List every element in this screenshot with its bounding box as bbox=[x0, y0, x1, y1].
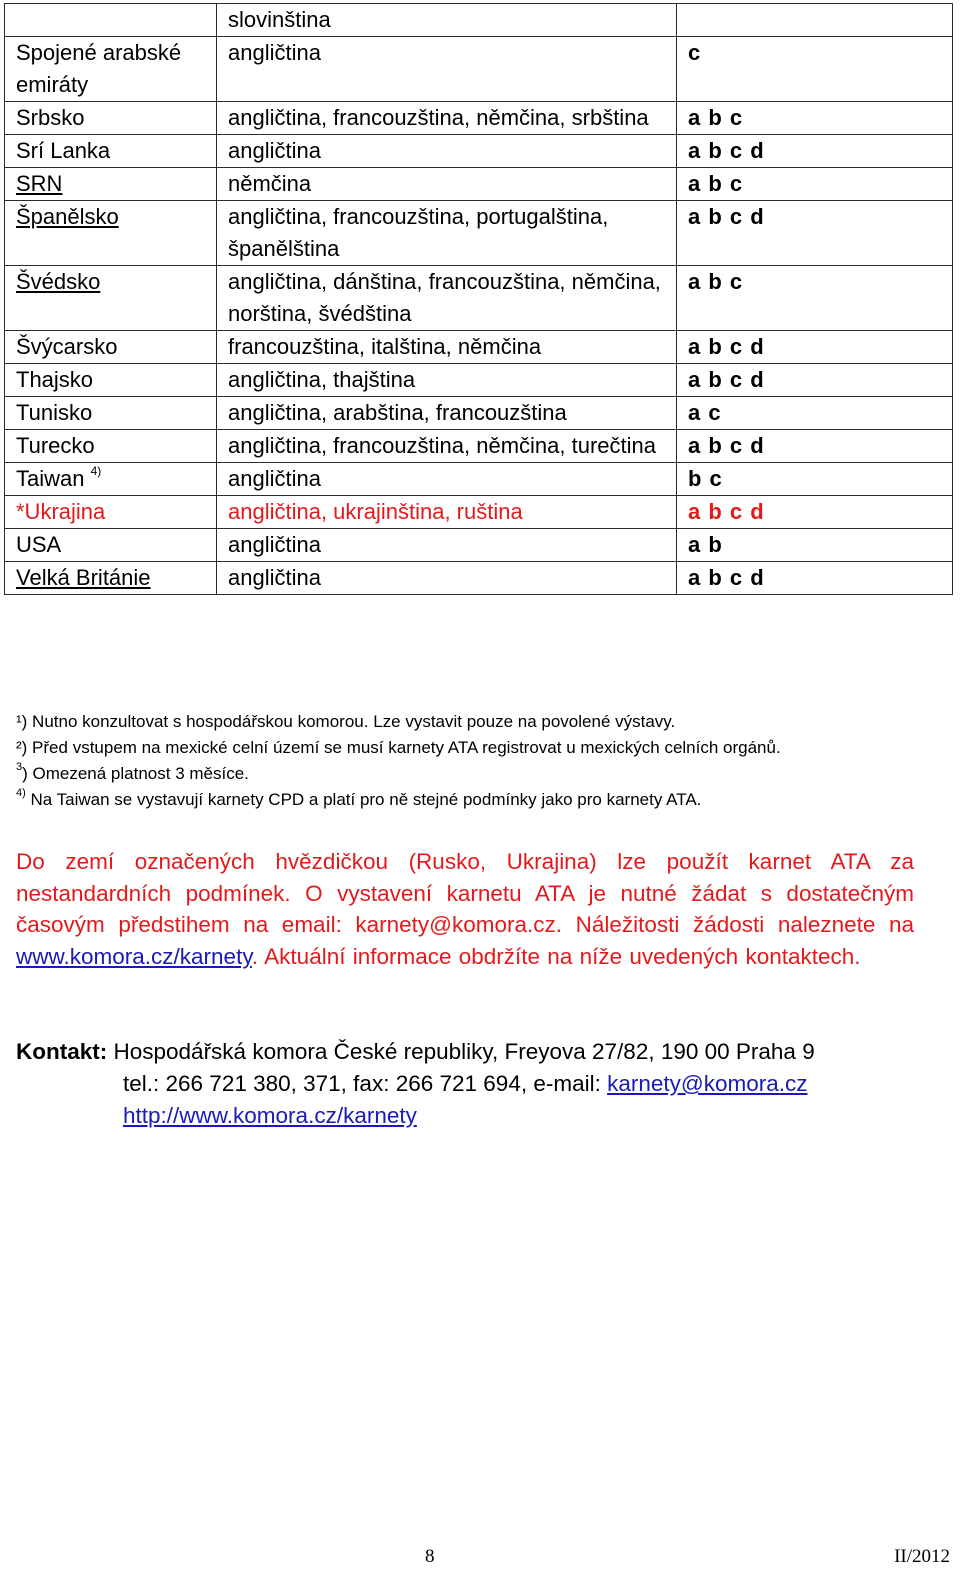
table-row bbox=[5, 364, 953, 397]
country-name: Turecko bbox=[16, 433, 95, 458]
footnote bbox=[16, 709, 946, 735]
country-name: SRN bbox=[16, 171, 63, 196]
document-version: II/2012 bbox=[894, 1546, 950, 1567]
country-name: *Ukrajina bbox=[16, 499, 106, 524]
contact-phone: tel.: 266 721 380, 371, fax: 266 721 694, e-mail: bbox=[123, 1071, 608, 1096]
contact-address: Hospodářská komora České republiky, Freyova 27/82, 190 00 Praha 9 bbox=[107, 1039, 815, 1064]
country-cell bbox=[5, 201, 217, 266]
country-cell bbox=[5, 168, 217, 201]
country-cell bbox=[5, 266, 217, 331]
contact-website-link[interactable]: http://www.komora.cz/karnety bbox=[123, 1103, 417, 1128]
table-row bbox=[5, 496, 953, 529]
country-name: Španělsko bbox=[16, 204, 119, 229]
contact-email-link[interactable]: karnety@komora.cz bbox=[607, 1071, 808, 1096]
country-name: Tunisko bbox=[16, 400, 93, 425]
codes-cell: a b c bbox=[677, 168, 953, 201]
country-name: Švýcarsko bbox=[16, 334, 118, 359]
table-row bbox=[5, 102, 953, 135]
codes-cell: a b c d bbox=[677, 562, 953, 595]
contact-line-phone bbox=[16, 1068, 936, 1100]
country-cell bbox=[5, 463, 217, 496]
languages-cell: slovinština bbox=[217, 4, 677, 37]
country-name: Srbsko bbox=[16, 105, 85, 130]
country-name: Taiwan bbox=[16, 466, 85, 491]
codes-cell: a b c d bbox=[677, 430, 953, 463]
contact-block bbox=[16, 1036, 936, 1132]
codes-cell: a b c bbox=[677, 266, 953, 331]
country-cell bbox=[5, 102, 217, 135]
table-row bbox=[5, 168, 953, 201]
country-name: Spojené arabské emiráty bbox=[16, 40, 182, 97]
footnote-mark: ¹ bbox=[16, 712, 22, 731]
codes-cell bbox=[677, 4, 953, 37]
languages-cell: němčina bbox=[217, 168, 677, 201]
countries-table bbox=[4, 3, 953, 595]
table-body bbox=[5, 4, 953, 595]
footnote bbox=[16, 787, 946, 813]
table-row bbox=[5, 331, 953, 364]
country-name: Velká Británie bbox=[16, 565, 151, 590]
languages-cell: angličtina, thajština bbox=[217, 364, 677, 397]
codes-cell: c bbox=[677, 37, 953, 102]
languages-cell: angličtina, ukrajinština, ruština bbox=[217, 496, 677, 529]
contact-line-address bbox=[16, 1036, 936, 1068]
country-cell bbox=[5, 37, 217, 102]
languages-cell: angličtina, francouzština, portugalština, španělština bbox=[217, 201, 677, 266]
codes-cell: a b c d bbox=[677, 331, 953, 364]
table-row bbox=[5, 4, 953, 37]
languages-cell: angličtina, francouzština, němčina, srbština bbox=[217, 102, 677, 135]
table-row bbox=[5, 430, 953, 463]
notice-text-before: Do zemí označených hvězdičkou (Rusko, Ukrajina) lze použít karnet ATA za nestandardních podmínek. O vystavení karnetu ATA je nutné žádat s dostatečným časovým předstihem na email: karnety@komora.cz. Náležitosti žádosti naleznete na bbox=[16, 849, 914, 938]
table-row bbox=[5, 529, 953, 562]
table-row bbox=[5, 37, 953, 102]
footnote-mark: 4) bbox=[16, 787, 26, 800]
country-cell bbox=[5, 364, 217, 397]
footnote-text: ) Omezená platnost 3 měsíce. bbox=[22, 764, 249, 783]
languages-cell: angličtina bbox=[217, 463, 677, 496]
languages-cell: angličtina, arabština, francouzština bbox=[217, 397, 677, 430]
languages-cell: angličtina, francouzština, němčina, turečtina bbox=[217, 430, 677, 463]
table-row bbox=[5, 562, 953, 595]
codes-cell: a b c d bbox=[677, 364, 953, 397]
country-cell bbox=[5, 430, 217, 463]
contact-label: Kontakt: bbox=[16, 1039, 108, 1064]
languages-cell: angličtina bbox=[217, 37, 677, 102]
languages-cell: angličtina, dánština, francouzština, němčina, norština, švédština bbox=[217, 266, 677, 331]
codes-cell: a b c d bbox=[677, 201, 953, 266]
country-cell bbox=[5, 496, 217, 529]
country-cell bbox=[5, 529, 217, 562]
codes-cell: a b c bbox=[677, 102, 953, 135]
country-cell bbox=[5, 331, 217, 364]
footnote-text: ) Před vstupem na mexické celní území se musí karnety ATA registrovat u mexických celních orgánů. bbox=[21, 738, 781, 757]
contact-line-web bbox=[16, 1100, 936, 1132]
country-name: Thajsko bbox=[16, 367, 94, 392]
country-name: Švédsko bbox=[16, 269, 101, 294]
languages-cell: angličtina bbox=[217, 529, 677, 562]
footnote-mark: 3 bbox=[16, 761, 23, 774]
languages-cell: francouzština, italština, němčina bbox=[217, 331, 677, 364]
footnote bbox=[16, 735, 946, 761]
country-cell bbox=[5, 562, 217, 595]
languages-cell: angličtina bbox=[217, 135, 677, 168]
footnote-text: ) Nutno konzultovat s hospodářskou komorou. Lze vystavit pouze na povolené výstavy. bbox=[21, 712, 676, 731]
footnote-mark: ² bbox=[16, 738, 22, 757]
country-name: USA bbox=[16, 532, 62, 557]
codes-cell: a b bbox=[677, 529, 953, 562]
codes-cell: b c bbox=[677, 463, 953, 496]
table-row bbox=[5, 135, 953, 168]
footnote-text: Na Taiwan se vystavují karnety CPD a platí pro ně stejné podmínky jako pro karnety ATA. bbox=[25, 790, 702, 809]
country-cell bbox=[5, 397, 217, 430]
footnote bbox=[16, 761, 946, 787]
codes-cell: a c bbox=[677, 397, 953, 430]
notice-paragraph bbox=[16, 846, 914, 972]
table-row bbox=[5, 201, 953, 266]
country-cell bbox=[5, 135, 217, 168]
table-row bbox=[5, 397, 953, 430]
notice-text-after: . Aktuální informace obdržíte na níže uvedených kontaktech. bbox=[251, 943, 861, 969]
codes-cell: a b c d bbox=[677, 135, 953, 168]
page-number: 8 bbox=[425, 1546, 435, 1567]
languages-cell: angličtina bbox=[217, 562, 677, 595]
country-name: Srí Lanka bbox=[16, 138, 111, 163]
country-cell bbox=[5, 4, 217, 37]
notice-link[interactable]: www.komora.cz/karnety bbox=[16, 943, 252, 969]
table-row bbox=[5, 463, 953, 496]
footnote-reference: 4) bbox=[90, 463, 102, 478]
codes-cell: a b c d bbox=[677, 496, 953, 529]
footnotes bbox=[16, 709, 946, 813]
table-row bbox=[5, 266, 953, 331]
